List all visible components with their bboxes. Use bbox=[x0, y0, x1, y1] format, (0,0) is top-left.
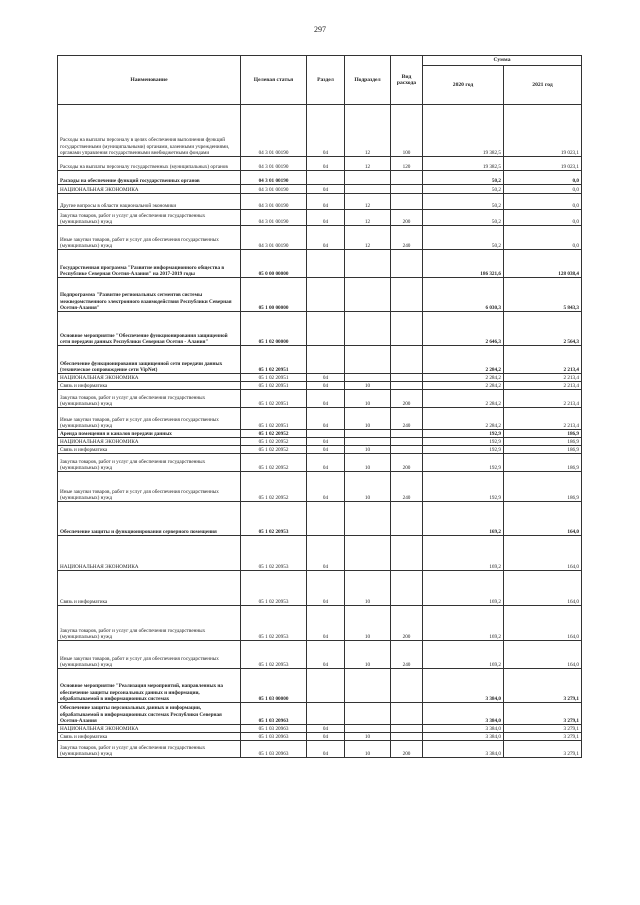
cell-sum-2021: 0,0 bbox=[504, 171, 582, 185]
cell-subsection bbox=[345, 250, 391, 278]
cell-section bbox=[307, 250, 345, 278]
cell-subsection: 12 bbox=[345, 157, 391, 171]
cell-sum-2021: 186,9 bbox=[504, 430, 582, 438]
table-row bbox=[58, 733, 582, 741]
cell-target: 05 1 02 20953 bbox=[241, 606, 307, 641]
cell-expense-type bbox=[391, 430, 423, 438]
cell-sum-2020: 2 284,2 bbox=[423, 390, 504, 408]
cell-target: 04 3 01 00190 bbox=[241, 210, 307, 226]
cell-sum-2021: 186,9 bbox=[504, 438, 582, 446]
cell-sum-2020: 3 384,0 bbox=[423, 703, 504, 725]
cell-subsection: 10 bbox=[345, 741, 391, 758]
cell-target: 04 3 01 00190 bbox=[241, 194, 307, 210]
cell-name: Расходы на обеспечение функций государственных органов bbox=[58, 171, 241, 185]
table-row bbox=[58, 226, 582, 250]
table-row bbox=[58, 171, 582, 185]
header-sum: Сумма bbox=[423, 56, 582, 66]
cell-section bbox=[307, 703, 345, 725]
header-subsection: Подраздел bbox=[345, 56, 391, 105]
cell-expense-type: 120 bbox=[391, 157, 423, 171]
cell-sum-2021: 2 213,4 bbox=[504, 346, 582, 374]
cell-subsection: 10 bbox=[345, 606, 391, 641]
table-row bbox=[58, 472, 582, 502]
cell-sum-2021: 2 213,4 bbox=[504, 390, 582, 408]
cell-sum-2021: 0,0 bbox=[504, 226, 582, 250]
cell-sum-2021: 3 279,1 bbox=[504, 703, 582, 725]
cell-target: 05 1 02 20953 bbox=[241, 536, 307, 571]
cell-sum-2021: 0,0 bbox=[504, 210, 582, 226]
cell-sum-2020: 2 284,2 bbox=[423, 374, 504, 382]
header-name: Наименование bbox=[58, 56, 241, 105]
table-row bbox=[58, 703, 582, 725]
cell-sum-2021: 2 213,4 bbox=[504, 408, 582, 430]
cell-name: Иные закупки товаров, работ и услуг для обеспечения государственных (муниципальных) нужд bbox=[58, 226, 241, 250]
cell-subsection: 12 bbox=[345, 194, 391, 210]
table-body bbox=[58, 105, 582, 758]
cell-expense-type: 100 bbox=[391, 105, 423, 157]
table-row bbox=[58, 312, 582, 346]
cell-section bbox=[307, 346, 345, 374]
cell-name: Обеспечение защиты и функционирования серверного помещения bbox=[58, 502, 241, 536]
cell-sum-2021: 164,0 bbox=[504, 536, 582, 571]
table-row bbox=[58, 454, 582, 472]
table-row bbox=[58, 157, 582, 171]
cell-sum-2021: 2 213,4 bbox=[504, 374, 582, 382]
cell-sum-2020: 3 384,0 bbox=[423, 669, 504, 703]
cell-sum-2021: 164,0 bbox=[504, 606, 582, 641]
cell-sum-2021: 2 213,4 bbox=[504, 382, 582, 390]
cell-subsection: 12 bbox=[345, 226, 391, 250]
cell-expense-type: 200 bbox=[391, 210, 423, 226]
table-row bbox=[58, 446, 582, 454]
table-row bbox=[58, 185, 582, 194]
table-row bbox=[58, 741, 582, 758]
cell-expense-type bbox=[391, 703, 423, 725]
cell-sum-2021: 164,0 bbox=[504, 502, 582, 536]
cell-name: Основное мероприятие "Реализация мероприятий, направленных на обеспечение защиты персональных данных и информации, обрабатываемой в информационных системах bbox=[58, 669, 241, 703]
cell-subsection bbox=[345, 725, 391, 733]
cell-sum-2021: 3 279,1 bbox=[504, 669, 582, 703]
cell-subsection bbox=[345, 438, 391, 446]
cell-expense-type: 240 bbox=[391, 641, 423, 669]
table-row bbox=[58, 278, 582, 312]
cell-section: 04 bbox=[307, 741, 345, 758]
cell-target: 04 3 01 00190 bbox=[241, 185, 307, 194]
table-row bbox=[58, 669, 582, 703]
cell-name: Аренда помещения и каналов передачи данных bbox=[58, 430, 241, 438]
cell-sum-2020: 2 284,2 bbox=[423, 346, 504, 374]
cell-subsection: 10 bbox=[345, 733, 391, 741]
cell-section bbox=[307, 278, 345, 312]
cell-section: 04 bbox=[307, 438, 345, 446]
cell-target: 05 1 03 00000 bbox=[241, 669, 307, 703]
cell-target: 05 1 02 20953 bbox=[241, 502, 307, 536]
cell-sum-2020: 169,2 bbox=[423, 606, 504, 641]
cell-expense-type bbox=[391, 250, 423, 278]
cell-target: 05 1 02 20952 bbox=[241, 454, 307, 472]
cell-expense-type bbox=[391, 438, 423, 446]
cell-name: Связь и информатика bbox=[58, 571, 241, 606]
cell-sum-2021: 186,9 bbox=[504, 472, 582, 502]
cell-expense-type bbox=[391, 733, 423, 741]
header-year-2020: 2020 год bbox=[423, 66, 504, 105]
cell-name: Закупка товаров, работ и услуг для обеспечения государственных (муниципальных) нужд bbox=[58, 741, 241, 758]
cell-sum-2021: 2 564,3 bbox=[504, 312, 582, 346]
cell-target: 05 1 02 20953 bbox=[241, 571, 307, 606]
cell-sum-2020: 169,2 bbox=[423, 502, 504, 536]
cell-expense-type: 200 bbox=[391, 606, 423, 641]
cell-name: Государственная программа "Развитие информационного общества в Республике Северная Осетия-Алания" на 2017-2019 годы bbox=[58, 250, 241, 278]
cell-expense-type bbox=[391, 536, 423, 571]
cell-subsection: 10 bbox=[345, 446, 391, 454]
table-row bbox=[58, 430, 582, 438]
table-row bbox=[58, 641, 582, 669]
cell-subsection: 10 bbox=[345, 408, 391, 430]
cell-expense-type bbox=[391, 725, 423, 733]
cell-sum-2021: 128 038,4 bbox=[504, 250, 582, 278]
cell-sum-2020: 192,9 bbox=[423, 446, 504, 454]
cell-section: 04 bbox=[307, 725, 345, 733]
cell-sum-2020: 169,2 bbox=[423, 641, 504, 669]
cell-expense-type bbox=[391, 669, 423, 703]
cell-subsection bbox=[345, 278, 391, 312]
cell-sum-2021: 19 023,1 bbox=[504, 105, 582, 157]
table-row bbox=[58, 571, 582, 606]
cell-section: 04 bbox=[307, 446, 345, 454]
cell-name: Расходы на выплаты персоналу государственных (муниципальных) органов bbox=[58, 157, 241, 171]
cell-expense-type bbox=[391, 171, 423, 185]
cell-sum-2020: 19 382,5 bbox=[423, 105, 504, 157]
table-row bbox=[58, 606, 582, 641]
cell-sum-2021: 5 843,3 bbox=[504, 278, 582, 312]
page-number: 297 bbox=[314, 25, 326, 34]
cell-expense-type bbox=[391, 382, 423, 390]
cell-target: 05 1 02 20952 bbox=[241, 438, 307, 446]
table-row bbox=[58, 250, 582, 278]
cell-sum-2020: 2 646,3 bbox=[423, 312, 504, 346]
cell-sum-2020: 50,2 bbox=[423, 185, 504, 194]
table-row bbox=[58, 382, 582, 390]
cell-sum-2020: 50,2 bbox=[423, 171, 504, 185]
cell-name: Иные закупки товаров, работ и услуг для обеспечения государственных (муниципальных) нужд bbox=[58, 408, 241, 430]
table-row bbox=[58, 390, 582, 408]
cell-target: 05 1 00 00000 bbox=[241, 278, 307, 312]
cell-section bbox=[307, 171, 345, 185]
cell-subsection bbox=[345, 374, 391, 382]
cell-expense-type: 240 bbox=[391, 408, 423, 430]
cell-sum-2020: 3 384,0 bbox=[423, 733, 504, 741]
cell-target: 05 0 00 00000 bbox=[241, 250, 307, 278]
cell-sum-2021: 0,0 bbox=[504, 185, 582, 194]
cell-sum-2021: 3 279,1 bbox=[504, 733, 582, 741]
cell-expense-type bbox=[391, 446, 423, 454]
cell-sum-2020: 186 321,6 bbox=[423, 250, 504, 278]
cell-target: 05 1 02 20952 bbox=[241, 446, 307, 454]
cell-sum-2020: 2 284,2 bbox=[423, 382, 504, 390]
cell-section: 04 bbox=[307, 157, 345, 171]
cell-sum-2020: 192,9 bbox=[423, 454, 504, 472]
cell-name: Обеспечение защиты персональных данных и информации, обрабатываемой в информационных системах Республики Северная Осетия-Алания bbox=[58, 703, 241, 725]
cell-subsection: 10 bbox=[345, 641, 391, 669]
cell-subsection bbox=[345, 669, 391, 703]
cell-section bbox=[307, 669, 345, 703]
table-row bbox=[58, 502, 582, 536]
cell-sum-2021: 164,0 bbox=[504, 571, 582, 606]
cell-sum-2020: 192,9 bbox=[423, 472, 504, 502]
cell-sum-2020: 50,2 bbox=[423, 210, 504, 226]
cell-sum-2020: 3 384,0 bbox=[423, 725, 504, 733]
cell-sum-2020: 192,9 bbox=[423, 430, 504, 438]
cell-name: НАЦИОНАЛЬНАЯ ЭКОНОМИКА bbox=[58, 185, 241, 194]
cell-sum-2021: 186,9 bbox=[504, 454, 582, 472]
cell-sum-2020: 3 384,0 bbox=[423, 741, 504, 758]
cell-section: 04 bbox=[307, 472, 345, 502]
cell-target: 05 1 03 20963 bbox=[241, 725, 307, 733]
cell-subsection: 10 bbox=[345, 454, 391, 472]
cell-section: 04 bbox=[307, 194, 345, 210]
cell-section: 04 bbox=[307, 210, 345, 226]
cell-name: Расходы на выплаты персоналу в целях обеспечения выполнения функций государственными (муниципальными) органами, казенными учреждениями, органами управления государственными внебюджетными фондами bbox=[58, 105, 241, 157]
cell-name: Обеспечение функционирования защищенной сети передачи данных (техническое сопровождение сети VipNet) bbox=[58, 346, 241, 374]
cell-target: 05 1 02 20951 bbox=[241, 382, 307, 390]
cell-subsection bbox=[345, 703, 391, 725]
table-row bbox=[58, 725, 582, 733]
cell-name: Подпрограмма "Развитие региональных сегментов системы межведомственного электронного взаимодействия Республики Северная Осетия-Алания" bbox=[58, 278, 241, 312]
cell-name: НАЦИОНАЛЬНАЯ ЭКОНОМИКА bbox=[58, 374, 241, 382]
cell-name: НАЦИОНАЛЬНАЯ ЭКОНОМИКА bbox=[58, 536, 241, 571]
header-section: Раздел bbox=[307, 56, 345, 105]
table-row bbox=[58, 374, 582, 382]
table-row bbox=[58, 536, 582, 571]
cell-section: 04 bbox=[307, 733, 345, 741]
cell-name: Связь и информатика bbox=[58, 733, 241, 741]
cell-section: 04 bbox=[307, 382, 345, 390]
cell-expense-type: 200 bbox=[391, 741, 423, 758]
cell-name: НАЦИОНАЛЬНАЯ ЭКОНОМИКА bbox=[58, 725, 241, 733]
cell-name: Закупка товаров, работ и услуг для обеспечения государственных (муниципальных) нужд bbox=[58, 390, 241, 408]
cell-target: 05 1 02 20951 bbox=[241, 408, 307, 430]
cell-sum-2020: 6 030,3 bbox=[423, 278, 504, 312]
table-row bbox=[58, 194, 582, 210]
cell-name: Связь и информатика bbox=[58, 446, 241, 454]
cell-name: Закупка товаров, работ и услуг для обеспечения государственных (муниципальных) нужд bbox=[58, 210, 241, 226]
cell-sum-2020: 169,2 bbox=[423, 536, 504, 571]
cell-subsection bbox=[345, 171, 391, 185]
table-row bbox=[58, 438, 582, 446]
cell-expense-type bbox=[391, 278, 423, 312]
cell-expense-type bbox=[391, 346, 423, 374]
cell-name: Иные закупки товаров, работ и услуг для обеспечения государственных (муниципальных) нужд bbox=[58, 472, 241, 502]
cell-subsection: 12 bbox=[345, 210, 391, 226]
cell-name: Закупка товаров, работ и услуг для обеспечения государственных (муниципальных) нужд bbox=[58, 606, 241, 641]
cell-sum-2021: 0,0 bbox=[504, 194, 582, 210]
cell-sum-2021: 19 023,1 bbox=[504, 157, 582, 171]
cell-target: 05 1 03 20963 bbox=[241, 703, 307, 725]
cell-sum-2020: 50,2 bbox=[423, 226, 504, 250]
cell-target: 05 1 02 00000 bbox=[241, 312, 307, 346]
cell-section: 04 bbox=[307, 226, 345, 250]
cell-section: 04 bbox=[307, 641, 345, 669]
cell-expense-type: 240 bbox=[391, 226, 423, 250]
cell-target: 05 1 02 20951 bbox=[241, 346, 307, 374]
table-row bbox=[58, 105, 582, 157]
cell-subsection bbox=[345, 346, 391, 374]
cell-section: 04 bbox=[307, 606, 345, 641]
cell-target: 05 1 02 20951 bbox=[241, 374, 307, 382]
cell-section: 04 bbox=[307, 571, 345, 606]
cell-sum-2020: 19 382,5 bbox=[423, 157, 504, 171]
cell-target: 05 1 03 20963 bbox=[241, 741, 307, 758]
header-expense-type: Вид расхода bbox=[391, 56, 423, 105]
cell-subsection: 12 bbox=[345, 105, 391, 157]
cell-subsection bbox=[345, 312, 391, 346]
cell-section: 04 bbox=[307, 536, 345, 571]
cell-subsection bbox=[345, 502, 391, 536]
cell-subsection: 10 bbox=[345, 571, 391, 606]
cell-expense-type bbox=[391, 312, 423, 346]
cell-expense-type: 200 bbox=[391, 454, 423, 472]
cell-expense-type bbox=[391, 502, 423, 536]
table-row bbox=[58, 210, 582, 226]
cell-expense-type bbox=[391, 185, 423, 194]
cell-section: 04 bbox=[307, 105, 345, 157]
cell-name: НАЦИОНАЛЬНАЯ ЭКОНОМИКА bbox=[58, 438, 241, 446]
header-target: Целевая статья bbox=[241, 56, 307, 105]
cell-target: 05 1 02 20952 bbox=[241, 472, 307, 502]
cell-name: Закупка товаров, работ и услуг для обеспечения государственных (муниципальных) нужд bbox=[58, 454, 241, 472]
cell-expense-type bbox=[391, 194, 423, 210]
cell-section bbox=[307, 312, 345, 346]
cell-target: 05 1 02 20951 bbox=[241, 390, 307, 408]
cell-sum-2021: 186,9 bbox=[504, 446, 582, 454]
cell-sum-2021: 164,0 bbox=[504, 641, 582, 669]
cell-section: 04 bbox=[307, 390, 345, 408]
table-row bbox=[58, 346, 582, 374]
cell-sum-2020: 50,2 bbox=[423, 194, 504, 210]
cell-section: 04 bbox=[307, 454, 345, 472]
cell-sum-2020: 169,2 bbox=[423, 571, 504, 606]
cell-sum-2020: 2 284,2 bbox=[423, 408, 504, 430]
cell-subsection bbox=[345, 430, 391, 438]
cell-section bbox=[307, 430, 345, 438]
cell-section bbox=[307, 502, 345, 536]
cell-target: 05 1 02 20953 bbox=[241, 641, 307, 669]
cell-name: Основное мероприятие "Обеспечение функционирования защищенной сети передачи данных Республики Северная Осетия - Алания" bbox=[58, 312, 241, 346]
cell-name: Связь и информатика bbox=[58, 382, 241, 390]
cell-name: Другие вопросы в области национальной экономики bbox=[58, 194, 241, 210]
cell-target: 04 3 01 00190 bbox=[241, 105, 307, 157]
cell-sum-2021: 3 279,1 bbox=[504, 725, 582, 733]
cell-target: 05 1 02 20952 bbox=[241, 430, 307, 438]
cell-target: 05 1 03 20963 bbox=[241, 733, 307, 741]
cell-subsection: 10 bbox=[345, 390, 391, 408]
cell-subsection bbox=[345, 536, 391, 571]
cell-target: 04 3 01 00190 bbox=[241, 226, 307, 250]
cell-subsection bbox=[345, 185, 391, 194]
cell-name: Иные закупки товаров, работ и услуг для обеспечения государственных (муниципальных) нужд bbox=[58, 641, 241, 669]
cell-sum-2021: 3 279,1 bbox=[504, 741, 582, 758]
table-row bbox=[58, 408, 582, 430]
cell-expense-type bbox=[391, 374, 423, 382]
cell-expense-type: 200 bbox=[391, 390, 423, 408]
cell-expense-type: 240 bbox=[391, 472, 423, 502]
cell-target: 04 3 01 00190 bbox=[241, 157, 307, 171]
cell-subsection: 10 bbox=[345, 472, 391, 502]
header-year-2021: 2021 год bbox=[504, 66, 582, 105]
budget-table bbox=[57, 55, 582, 758]
cell-subsection: 10 bbox=[345, 382, 391, 390]
cell-section: 04 bbox=[307, 185, 345, 194]
cell-target: 04 3 01 00190 bbox=[241, 171, 307, 185]
cell-expense-type bbox=[391, 571, 423, 606]
cell-section: 04 bbox=[307, 408, 345, 430]
cell-section: 04 bbox=[307, 374, 345, 382]
cell-sum-2020: 192,9 bbox=[423, 438, 504, 446]
